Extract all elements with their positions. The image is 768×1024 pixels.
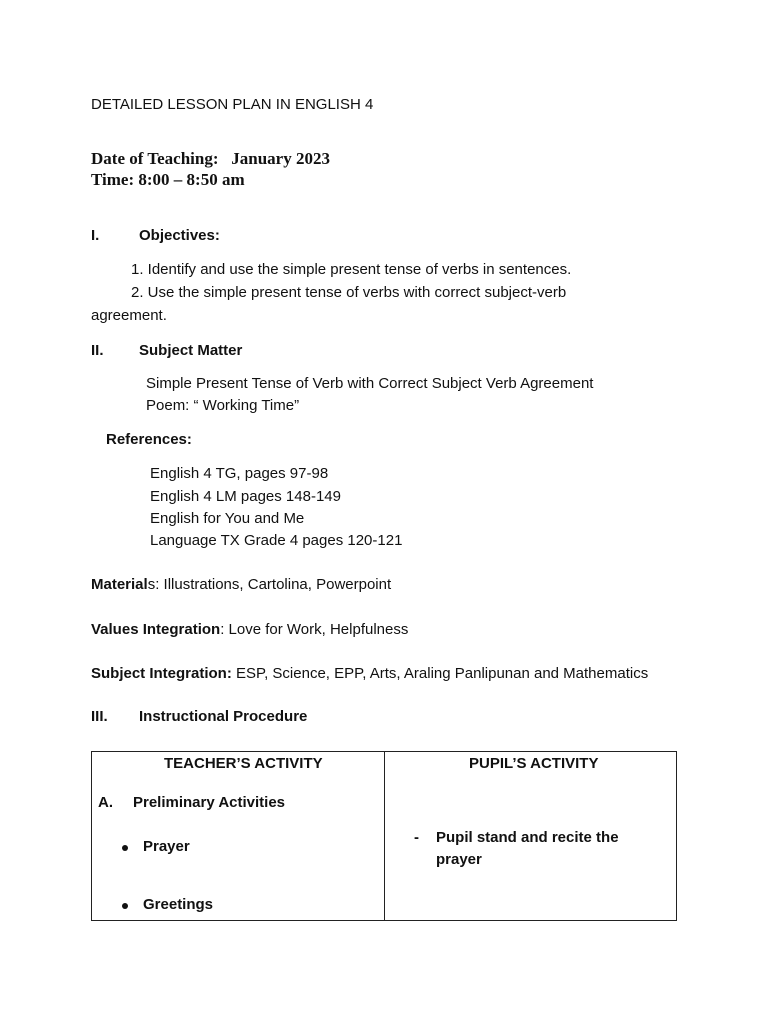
subject-integration-label: Subject Integration:	[91, 665, 232, 682]
subject-integration-line	[91, 665, 648, 682]
procedure-numeral: III.	[91, 708, 108, 725]
materials-label: Material	[91, 576, 148, 593]
subject-poem: Poem: “ Working Time”	[146, 397, 300, 414]
materials-text: s: Illustrations, Cartolina, Powerpoint	[147, 576, 392, 593]
subject-integration-text: ESP, Science, EPP, Arts, Araling Panlipunan and Mathematics	[231, 665, 649, 682]
subject-topic: Simple Present Tense of Verb with Correct Subject Verb Agreement	[146, 375, 594, 392]
section-title: Preliminary Activities	[133, 794, 286, 811]
pupil-dash: -	[414, 829, 419, 846]
objectives-numeral: I.	[91, 227, 100, 244]
pupil-activity-header: PUPIL’S ACTIVITY	[469, 755, 599, 772]
values-integration-line	[91, 621, 408, 638]
subject-matter-heading: Subject Matter	[139, 342, 243, 359]
bullet-icon	[122, 845, 128, 851]
reference-item: English for You and Me	[150, 510, 305, 527]
reference-item: English 4 LM pages 148-149	[150, 488, 341, 505]
document-title: DETAILED LESSON PLAN IN ENGLISH 4	[91, 96, 374, 113]
values-text: : Love for Work, Helpfulness	[220, 621, 409, 638]
date-value: January 2023	[231, 149, 330, 168]
date-label: Date of Teaching:	[91, 149, 219, 168]
teacher-activity-header: TEACHER’S ACTIVITY	[164, 755, 323, 772]
references-heading: References:	[106, 431, 192, 448]
teacher-item-prayer: Prayer	[143, 838, 190, 855]
subject-matter-numeral: II.	[91, 342, 104, 359]
pupil-item-line-2: prayer	[436, 851, 482, 868]
section-letter: A.	[98, 794, 113, 811]
objective-item-2-line-1: 2. Use the simple present tense of verbs with correct subject-verb	[131, 284, 567, 301]
procedure-table	[91, 751, 677, 921]
date-of-teaching	[91, 149, 330, 169]
bullet-icon	[122, 903, 128, 909]
objectives-heading: Objectives:	[139, 227, 220, 244]
objective-item-2-line-2: agreement.	[91, 307, 167, 324]
values-label: Values Integration	[91, 621, 221, 638]
table-column-divider	[384, 752, 385, 920]
pupil-item-line-1: Pupil stand and recite the	[436, 829, 619, 846]
procedure-heading: Instructional Procedure	[139, 708, 308, 725]
time-line: Time: 8:00 – 8:50 am	[91, 170, 245, 189]
materials-line	[91, 576, 391, 593]
reference-item: English 4 TG, pages 97-98	[150, 465, 329, 482]
objective-item-1: 1. Identify and use the simple present tense of verbs in sentences.	[131, 261, 572, 278]
reference-item: Language TX Grade 4 pages 120-121	[150, 532, 403, 549]
teacher-item-greetings: Greetings	[143, 896, 214, 913]
